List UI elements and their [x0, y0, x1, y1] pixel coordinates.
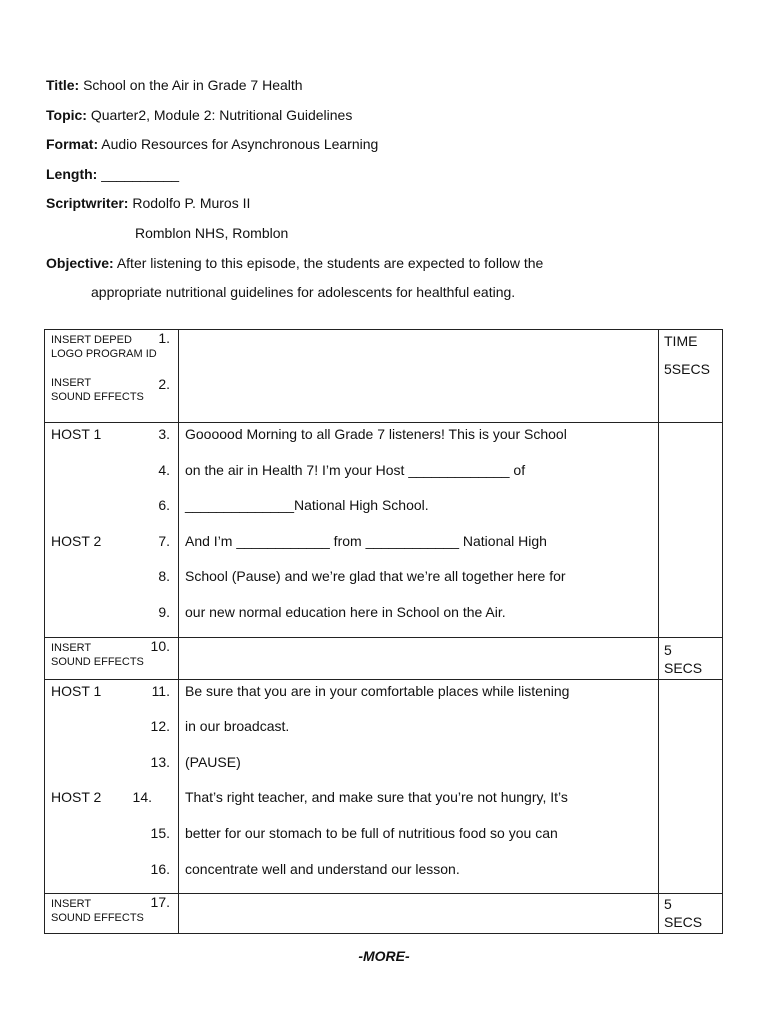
line-number: 3.	[158, 426, 170, 442]
time-value: 5SECS	[664, 361, 710, 377]
script-cell	[179, 330, 659, 423]
cue-text: INSERT	[51, 641, 92, 654]
format-label: Format:	[46, 136, 99, 153]
line-meta	[45, 715, 178, 751]
line-meta	[45, 530, 178, 566]
line-number: 8.	[158, 568, 170, 585]
line-meta	[45, 423, 178, 459]
script-line: That’s right teacher, and make sure that you’re not hungry, It’s	[185, 789, 568, 806]
line-number: 1.	[158, 330, 170, 346]
objective-continuation: appropriate nutritional guidelines for adolescents for healthful eating.	[91, 284, 516, 301]
title-line	[46, 74, 543, 104]
script-cell	[179, 637, 659, 679]
script-line: in our broadcast.	[185, 718, 290, 735]
cue-text: SOUND EFFECTS	[51, 912, 144, 925]
script-line: School (Pause) and we’re glad that we’re all together here for	[185, 568, 566, 585]
time-value: 5	[664, 641, 672, 658]
topic-value: Quarter2, Module 2: Nutritional Guidelines	[90, 106, 353, 123]
script-line: concentrate well and understand our lesson.	[185, 860, 460, 877]
table-row	[45, 679, 723, 894]
table-row	[45, 894, 723, 934]
cue-cell	[45, 637, 179, 679]
host-label: HOST 2	[51, 789, 102, 806]
cue-text: INSERT	[51, 898, 92, 911]
script-line: (PAUSE)	[185, 753, 241, 770]
format-value: Audio Resources for Asynchronous Learning	[101, 136, 379, 153]
script-line: our new normal education here in School on the Air.	[185, 603, 506, 620]
cue-cell	[45, 894, 179, 934]
scriptwriter-line	[46, 192, 543, 222]
line-number: 6.	[158, 497, 170, 514]
script-header	[46, 74, 543, 311]
title-value: School on the Air in Grade 7 Health	[83, 77, 303, 93]
line-meta	[45, 786, 178, 822]
cue-sound	[45, 638, 178, 669]
cue-text: INSERT DEPED	[51, 334, 132, 346]
line-number: 4.	[158, 461, 170, 478]
format-line	[46, 133, 543, 163]
script-cell	[179, 423, 659, 638]
objective-line	[46, 252, 543, 282]
scriptwriter-school: Romblon NHS, Romblon	[135, 224, 289, 241]
title-label: Title:	[46, 77, 80, 93]
length-line	[46, 163, 543, 193]
host-label: HOST 2	[51, 532, 102, 549]
cue-logo	[45, 330, 178, 361]
line-number: 7.	[158, 532, 170, 549]
time-value: 5	[664, 896, 672, 913]
line-meta	[45, 459, 178, 495]
line-number: 17.	[150, 894, 170, 911]
host-label: HOST 1	[51, 426, 102, 442]
line-meta	[45, 680, 178, 716]
host-label: HOST 1	[51, 682, 102, 699]
table-row	[45, 637, 723, 679]
line-number: 15.	[150, 824, 170, 841]
cue-sound	[45, 376, 178, 404]
length-value: __________	[101, 165, 180, 182]
script-table	[44, 329, 723, 934]
cue-text: SOUND EFFECTS	[51, 655, 144, 668]
host-cell	[45, 423, 179, 638]
time-cell	[659, 894, 723, 934]
objective-label: Objective:	[46, 254, 114, 271]
line-number: 16.	[150, 860, 170, 877]
time-cell	[659, 679, 723, 894]
cue-text: LOGO PROGRAM ID	[51, 348, 157, 360]
script-line: on the air in Health 7! I’m your Host _____________ of	[185, 461, 526, 478]
script-line: ______________National High School.	[185, 497, 429, 514]
script-cell	[179, 894, 659, 934]
scriptwriter-label: Scriptwriter:	[46, 195, 129, 212]
more-marker: -MORE-	[358, 948, 410, 964]
table-row	[45, 423, 723, 638]
time-cell	[659, 637, 723, 679]
objective-value: After listening to this episode, the students are expected to follow the	[116, 254, 544, 271]
line-number: 11.	[151, 682, 170, 699]
line-number: 2.	[158, 376, 170, 392]
time-unit: SECS	[664, 659, 703, 676]
line-meta	[45, 494, 178, 530]
line-meta	[45, 751, 178, 787]
time-cell	[659, 423, 723, 638]
script-line: And I’m ____________ from ____________ National High	[185, 532, 547, 549]
script-line: Goooood Morning to all Grade 7 listeners! This is your School	[185, 426, 567, 442]
script-line: Be sure that you are in your comfortable places while listening	[185, 682, 570, 699]
time-cell	[659, 330, 723, 423]
cue-sound	[45, 894, 178, 925]
line-meta	[45, 858, 178, 894]
line-number: 10.	[150, 637, 170, 654]
line-number: 13.	[150, 753, 170, 770]
line-meta	[45, 601, 178, 637]
cue-text: INSERT	[51, 377, 92, 389]
line-meta	[45, 565, 178, 601]
table-row	[45, 330, 723, 423]
scriptwriter-value: Rodolfo P. Muros II	[132, 195, 251, 212]
line-number: 9.	[158, 603, 170, 620]
cue-cell	[45, 330, 179, 423]
topic-line	[46, 104, 543, 134]
line-number: 14.	[132, 789, 152, 806]
time-unit: SECS	[664, 914, 703, 931]
script-line: better for our stomach to be full of nutritious food so you can	[185, 824, 558, 841]
line-number: 12.	[150, 718, 170, 735]
host-cell	[45, 679, 179, 894]
length-label: Length:	[46, 165, 98, 182]
cue-text: SOUND EFFECTS	[51, 391, 144, 403]
topic-label: Topic:	[46, 106, 87, 123]
line-meta	[45, 822, 178, 858]
time-label: TIME	[664, 333, 698, 349]
script-cell	[179, 679, 659, 894]
